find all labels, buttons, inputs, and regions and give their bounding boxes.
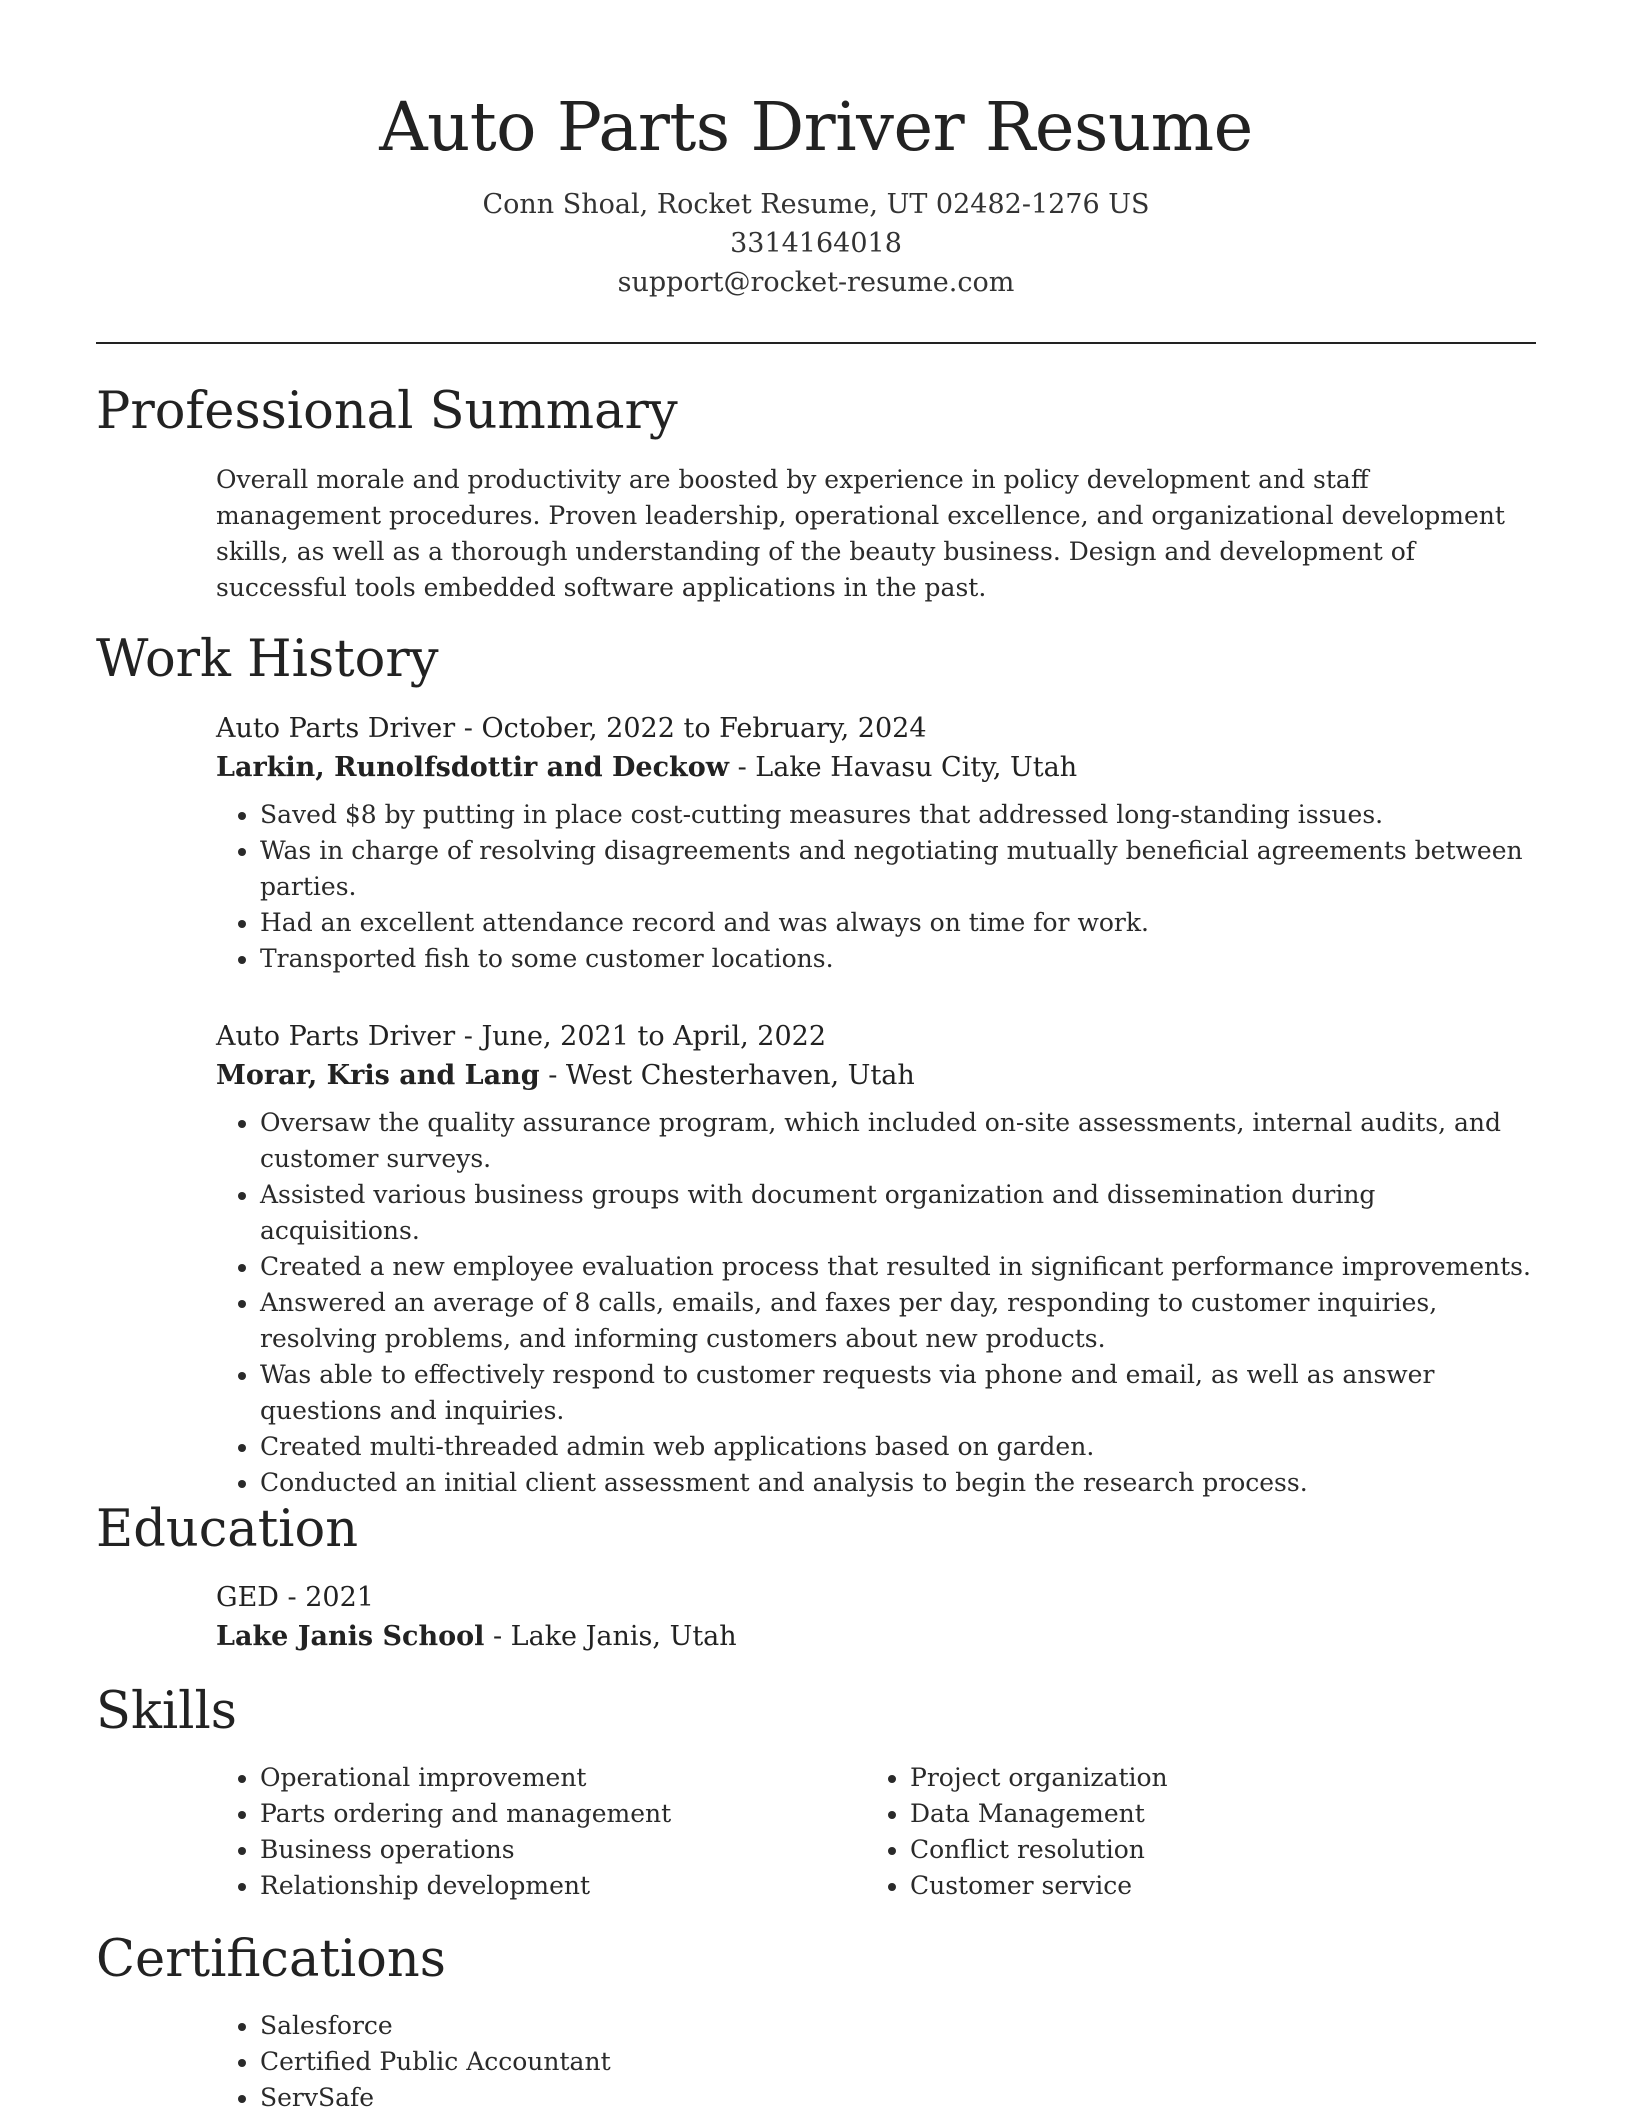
- summary-heading: Professional Summary: [96, 382, 678, 441]
- job-bullet: • Conducted an initial client assessment and analysis to begin the research process.: [260, 1465, 1536, 1501]
- contact-email: support@rocket-resume.com: [617, 267, 1015, 298]
- job-bullet: • Was in charge of resolving disagreements and negotiating mutually beneficial agreements between parties.: [260, 833, 1536, 905]
- job-bullet: • Assisted various business groups with document organization and dissemination during acquisitions.: [260, 1177, 1536, 1249]
- school-location: - Lake Janis, Utah: [484, 1621, 737, 1652]
- certifications-list: [216, 2008, 1536, 2116]
- job-bullet: • Answered an average of 8 calls, emails, and faxes per day, responding to customer inquiries, resolving problems, and informing customers about new products.: [260, 1285, 1536, 1357]
- job-company-line: [216, 748, 1536, 787]
- job-entry-2: [216, 1017, 1536, 1501]
- header-divider: [96, 342, 1536, 344]
- job-bullet: • Saved $8 by putting in place cost-cutting measures that addressed long-standing issues.: [260, 797, 1536, 833]
- certifications-heading: Certifications: [96, 1930, 446, 1989]
- certification-item: • ServSafe: [260, 2080, 1536, 2116]
- school-line: [216, 1617, 1536, 1656]
- skill-item: • Business operations: [260, 1832, 866, 1868]
- certification-item: • Salesforce: [260, 2008, 1536, 2044]
- summary-text: Overall morale and productivity are boosted by experience in policy development and staff management procedures. Proven leadership, operational excellence, and organizational development skills, as well as a thorough understanding of the beauty business. Design and development of successful tools embedded software applications in the past.: [216, 465, 1505, 602]
- resume-header: [0, 82, 1632, 302]
- education-entry: [216, 1578, 1536, 1656]
- contact-phone: 3314164018: [730, 228, 902, 259]
- company-name: Larkin, Runolfsdottir and Deckow: [216, 752, 729, 783]
- skills-heading: Skills: [96, 1682, 237, 1741]
- job-bullet: • Created multi-threaded admin web applications based on garden.: [260, 1429, 1536, 1465]
- summary-section: [216, 462, 1536, 606]
- contact-info: [0, 185, 1632, 302]
- job-company-line: [216, 1056, 1536, 1095]
- certifications-section: [216, 2008, 1536, 2116]
- work-history-heading: Work History: [96, 630, 439, 689]
- certification-item: • Certified Public Accountant: [260, 2044, 1536, 2080]
- degree-line: GED - 2021: [216, 1582, 374, 1613]
- job-bullet: • Created a new employee evaluation process that resulted in significant performance improvements.: [260, 1249, 1536, 1285]
- skill-item: • Relationship development: [260, 1868, 866, 1904]
- company-name: Morar, Kris and Lang: [216, 1060, 540, 1091]
- education-heading: Education: [96, 1500, 359, 1559]
- job-title-line: Auto Parts Driver - June, 2021 to April, 2022: [216, 1021, 827, 1052]
- skills-list-right: [866, 1760, 1516, 1904]
- skills-grid: [216, 1760, 1536, 1904]
- company-location: - Lake Havasu City, Utah: [729, 752, 1078, 783]
- job-entry-1: [216, 709, 1536, 977]
- skills-column-left: [216, 1760, 866, 1904]
- job-bullet: • Was able to effectively respond to customer requests via phone and email, as well as answer questions and inquiries.: [260, 1357, 1536, 1429]
- skill-item: • Project organization: [910, 1760, 1516, 1796]
- job-bullet: • Oversaw the quality assurance program, which included on-site assessments, internal audits, and customer surveys.: [260, 1105, 1536, 1177]
- resume-title: Auto Parts Driver Resume: [379, 88, 1253, 166]
- contact-address: Conn Shoal, Rocket Resume, UT 02482-1276 US: [482, 189, 1150, 220]
- job-bullets: [216, 797, 1536, 977]
- company-location: - West Chesterhaven, Utah: [539, 1060, 915, 1091]
- job-bullet: • Transported fish to some customer locations.: [260, 941, 1536, 977]
- skill-item: • Parts ordering and management: [260, 1796, 866, 1832]
- skills-section: [216, 1760, 1536, 1904]
- job-bullet: • Had an excellent attendance record and was always on time for work.: [260, 905, 1536, 941]
- skill-item: • Operational improvement: [260, 1760, 866, 1796]
- skills-list-left: [216, 1760, 866, 1904]
- school-name: Lake Janis School: [216, 1621, 485, 1652]
- skill-item: • Conflict resolution: [910, 1832, 1516, 1868]
- job-title-line: Auto Parts Driver - October, 2022 to February, 2024: [216, 713, 927, 744]
- skills-column-right: [866, 1760, 1516, 1904]
- skill-item: • Data Management: [910, 1796, 1516, 1832]
- skill-item: • Customer service: [910, 1868, 1516, 1904]
- job-bullets: [216, 1105, 1536, 1501]
